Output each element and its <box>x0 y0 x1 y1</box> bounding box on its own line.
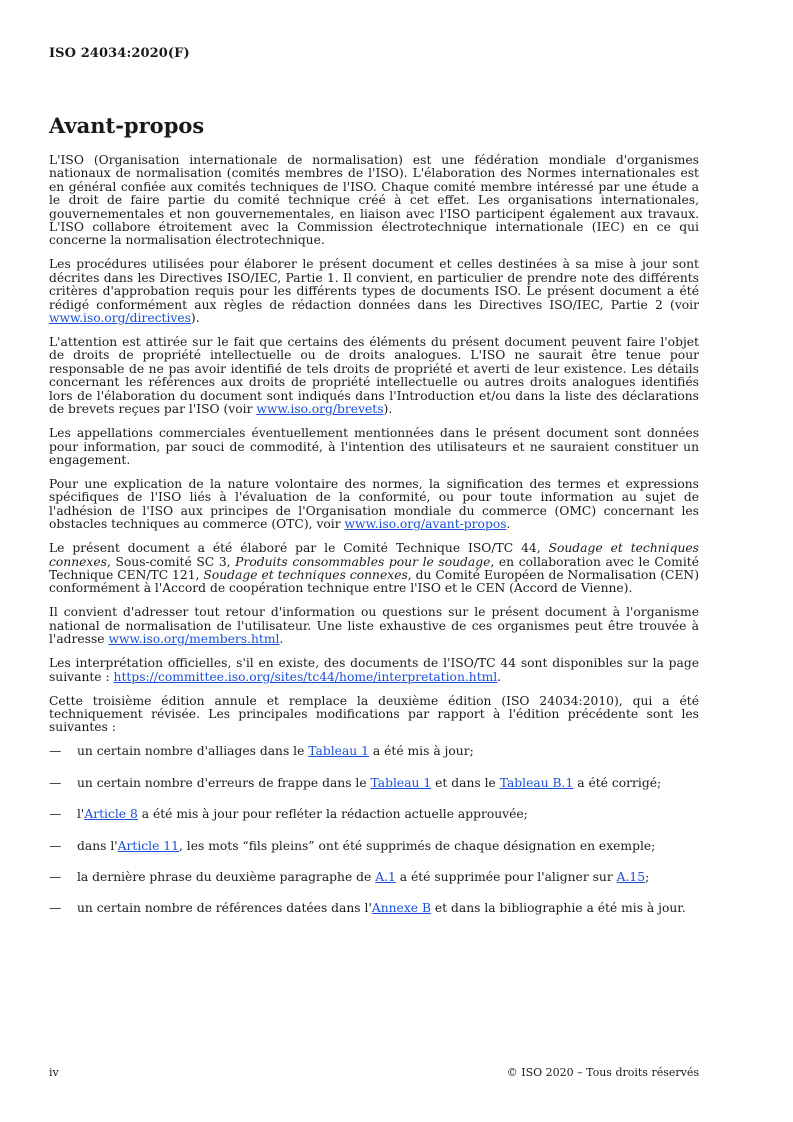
list-item <box>49 871 699 884</box>
text-span: , les mots “fils pleins” ont été supprimés de chaque désignation en exemple; <box>178 838 656 853</box>
text-span: ). <box>190 311 200 326</box>
text-span: ; <box>645 870 650 884</box>
text-span: Les appellations commerciales éventuellement mentionnées dans le présent document sont données pour information, par souci de commodité, à l'intention des utilisateurs et ne sauraient constituer un engagement. <box>49 426 699 467</box>
text-span: ). <box>383 402 393 417</box>
list-item-text <box>77 840 699 853</box>
changes-list <box>49 745 699 915</box>
list-item-text <box>77 871 699 884</box>
list-item <box>49 777 699 790</box>
paragraph <box>49 478 699 532</box>
paragraph <box>49 336 699 416</box>
text-span: l' <box>77 807 85 822</box>
paragraph <box>49 657 699 684</box>
text-span: Le présent document a été élaboré par le Comité Technique ISO/TC 44, <box>49 541 549 556</box>
page-number: iv <box>49 1066 59 1079</box>
list-dash: — <box>49 838 62 853</box>
document-identifier: ISO 24034:2020(F) <box>49 46 190 61</box>
list-item <box>49 808 699 821</box>
text-span: a été corrigé; <box>573 775 662 790</box>
hyperlink[interactable]: www.iso.org/brevets <box>256 402 384 417</box>
hyperlink[interactable]: Tableau 1 <box>308 744 369 759</box>
text-span: Les procédures utilisées pour élaborer le présent document et celles destinées à sa mise à jour sont décrites dans les Directives ISO/IEC, Partie 1. Il convient, en particulier de prendre note des différents critères d'approbation requis pour les différents types de documents ISO. Le présent document a été rédigé conformément aux règles de rédaction données dans les Directives ISO/IEC, Partie 2 (voir <box>49 257 699 312</box>
list-item-text <box>77 808 699 821</box>
text-span: . <box>497 669 502 684</box>
text-span: , du Comité Européen de Normalisation (CEN) conformément à l'Accord de coopération technique entre l'ISO et le CEN (Accord de Vienne). <box>49 567 699 596</box>
paragraph <box>49 542 699 596</box>
list-dash: — <box>49 870 62 884</box>
text-span: . <box>279 632 284 647</box>
paragraph <box>49 606 699 646</box>
list-item-text <box>77 745 699 758</box>
text-span: . <box>506 517 511 532</box>
italic-title-text: Soudage et techniques connexes <box>49 541 699 569</box>
text-span: Pour une explication de la nature volontaire des normes, la signification des termes et expressions spécifiques de l'ISO liés à l'évaluation de la conformité, ou pour toute information au sujet de l'adhésion de l'ISO aux principes de l'Organisation mondiale du commerce (OMC) concernant les obstacles techniques au commerce (OTC), voir <box>49 476 699 532</box>
list-dash: — <box>49 807 62 822</box>
text-span: un certain nombre de références datées dans l' <box>77 901 372 916</box>
text-span: , en collaboration avec le Comité Technique CEN/TC 121, <box>49 554 699 582</box>
section-title: Avant-propos <box>49 113 205 138</box>
paragraph <box>49 154 699 248</box>
hyperlink[interactable]: www.iso.org/avant-propos <box>344 517 507 532</box>
text-span: a été mis à jour; <box>368 744 474 759</box>
paragraph <box>49 258 699 325</box>
hyperlink[interactable]: www.iso.org/directives <box>49 311 191 326</box>
hyperlink[interactable]: Article 8 <box>84 807 138 822</box>
list-item <box>49 745 699 758</box>
text-span: et dans la bibliographie a été mis à jour. <box>430 901 686 916</box>
hyperlink[interactable]: Tableau 1 <box>370 775 432 790</box>
hyperlink[interactable]: A.15 <box>616 870 646 884</box>
text-span: a été mis à jour pour refléter la rédaction actuelle approuvée; <box>137 807 528 822</box>
text-span: , Sous-comité SC 3, <box>106 554 236 569</box>
text-span: Cette troisième édition annule et remplace la deuxième édition (ISO 24034:2010), qui a été techniquement révisée. Les principales modifications par rapport à l'édition précédente sont les suivantes : <box>49 693 699 735</box>
list-dash: — <box>49 744 62 759</box>
text-span: et dans le <box>431 775 500 790</box>
copyright-notice: © ISO 2020 – Tous droits réservés <box>506 1066 699 1079</box>
text-span: un certain nombre d'alliages dans le <box>77 744 309 759</box>
text-span: Les interprétation officielles, s'il en existe, des documents de l'ISO/TC 44 sont disponibles sur la page suivante : <box>49 656 699 684</box>
list-item-text <box>77 777 699 790</box>
list-item-text <box>77 902 699 915</box>
italic-title-text: Soudage et techniques connexes <box>203 567 408 582</box>
paragraph <box>49 695 699 735</box>
text-span: dans l' <box>77 838 118 853</box>
hyperlink[interactable]: Tableau B.1 <box>499 775 574 790</box>
hyperlink[interactable]: https://committee.iso.org/sites/tc44/home/interpretation.html <box>113 669 498 684</box>
list-dash: — <box>49 901 62 916</box>
document-page <box>49 0 699 1122</box>
italic-title-text: Produits consommables pour le soudage <box>235 554 491 569</box>
text-span: la dernière phrase du deuxième paragraphe de <box>77 870 376 884</box>
hyperlink[interactable]: Article 11 <box>117 838 179 853</box>
text-span: L'ISO (Organisation internationale de normalisation) est une fédération mondiale d'organismes nationaux de normalisation (comités membres de l'ISO). L'élaboration des Normes internationales est en général confiée aux comités techniques de l'ISO. Chaque comité membre intéressé par une étude a le droit de faire partie du comité technique créé à cet effet. Les organisations internationales, gouvernementales et non gouvernementales, en liaison avec l'ISO participent également aux travaux. L'ISO collabore étroitement avec la Commission électrotechnique internationale (IEC) en ce qui concerne la normalisation électrotechnique. <box>49 153 699 248</box>
text-span: a été supprimée pour l'aligner sur <box>395 870 617 884</box>
paragraph <box>49 427 699 467</box>
hyperlink[interactable]: A.1 <box>375 870 396 884</box>
paragraph-group <box>49 154 699 735</box>
hyperlink[interactable]: Annexe B <box>371 901 431 916</box>
document-body <box>49 154 699 934</box>
hyperlink[interactable]: www.iso.org/members.html <box>108 632 280 647</box>
text-span: L'attention est attirée sur le fait que certains des éléments du présent document peuvent faire l'objet de droits de propriété intellectuelle ou de droits analogues. L'ISO ne saurait être tenue pour responsable de ne pas avoir identifié de tels droits de propriété et averti de leur existence. Les détails concernant les références aux droits de propriété intellectuelle ou autres droits analogues identifiés lors de l'élaboration du document sont indiqués dans l'Introduction et/ou dans la liste des déclarations de brevets reçues par l'ISO (voir <box>49 335 699 417</box>
list-item <box>49 902 699 915</box>
list-item <box>49 840 699 853</box>
list-dash: — <box>49 775 62 790</box>
text-span: un certain nombre d'erreurs de frappe dans le <box>77 775 371 790</box>
text-span: Il convient d'adresser tout retour d'information ou questions sur le présent document à l'organisme national de normalisation de l'utilisateur. Une liste exhaustive de ces organismes peut être trouvée à l'adresse <box>49 605 699 647</box>
